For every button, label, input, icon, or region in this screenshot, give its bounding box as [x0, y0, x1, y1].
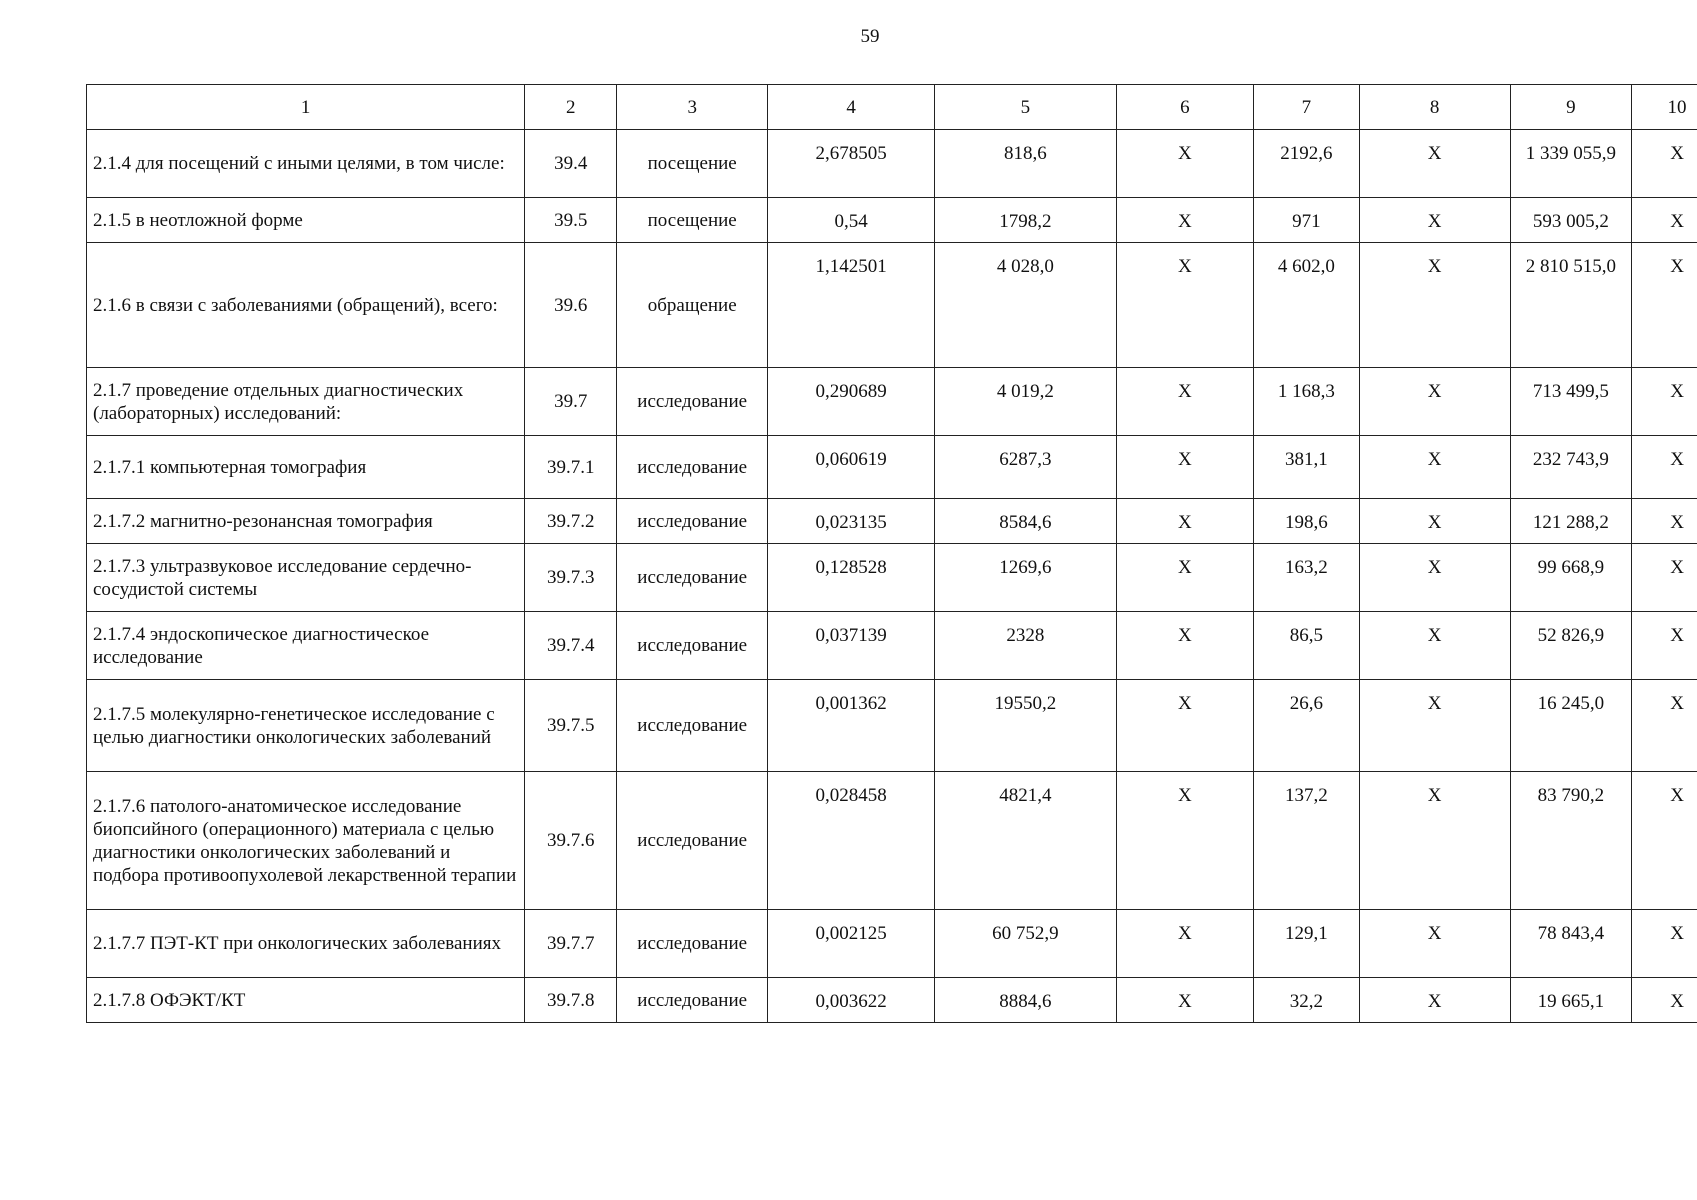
- row-code-cell: 39.7: [525, 368, 617, 436]
- header-cell: 3: [617, 85, 768, 130]
- row-col10-cell: Х: [1632, 978, 1697, 1023]
- row-unit-cell: посещение: [617, 130, 768, 198]
- row-col7-cell: 129,1: [1254, 910, 1360, 978]
- row-col4-cell: 0,128528: [768, 544, 935, 612]
- row-col5-cell: 4821,4: [935, 772, 1117, 910]
- table-row: [87, 680, 1697, 772]
- row-col9-cell: 1 339 055,9: [1510, 130, 1631, 198]
- row-col4-cell: 0,54: [768, 198, 935, 243]
- row-col9-cell: 52 826,9: [1510, 612, 1631, 680]
- row-col7-cell: 86,5: [1254, 612, 1360, 680]
- row-name-cell: 2.1.7.7 ПЭТ-КТ при онкологических заболеваниях: [87, 910, 525, 978]
- row-col8-cell: Х: [1359, 499, 1510, 544]
- row-col9-cell: 78 843,4: [1510, 910, 1631, 978]
- row-col4-cell: 2,678505: [768, 130, 935, 198]
- row-col9-cell: 2 810 515,0: [1510, 243, 1631, 368]
- row-col9-cell: 593 005,2: [1510, 198, 1631, 243]
- row-col7-cell: 2192,6: [1254, 130, 1360, 198]
- row-name-cell: 2.1.6 в связи с заболеваниями (обращений), всего:: [87, 243, 525, 368]
- table-row: [87, 243, 1697, 368]
- header-cell: 7: [1254, 85, 1360, 130]
- table-row: [87, 368, 1697, 436]
- row-col6-cell: Х: [1116, 680, 1253, 772]
- page-number: 59: [860, 26, 880, 47]
- row-col7-cell: 381,1: [1254, 436, 1360, 499]
- row-col10-cell: Х: [1632, 612, 1697, 680]
- row-code-cell: 39.7.6: [525, 772, 617, 910]
- row-unit-cell: исследование: [617, 499, 768, 544]
- header-cell: 6: [1116, 85, 1253, 130]
- row-col8-cell: Х: [1359, 130, 1510, 198]
- row-col6-cell: Х: [1116, 978, 1253, 1023]
- row-col9-cell: 232 743,9: [1510, 436, 1631, 499]
- row-name-cell: 2.1.7.8 ОФЭКТ/КТ: [87, 978, 525, 1023]
- row-name-cell: 2.1.5 в неотложной форме: [87, 198, 525, 243]
- row-col5-cell: 4 028,0: [935, 243, 1117, 368]
- row-col4-cell: 0,037139: [768, 612, 935, 680]
- row-col7-cell: 971: [1254, 198, 1360, 243]
- row-code-cell: 39.4: [525, 130, 617, 198]
- row-col10-cell: Х: [1632, 130, 1697, 198]
- header-cell: 2: [525, 85, 617, 130]
- row-code-cell: 39.7.5: [525, 680, 617, 772]
- row-col7-cell: 198,6: [1254, 499, 1360, 544]
- row-unit-cell: исследование: [617, 544, 768, 612]
- header-cell: 10: [1632, 85, 1697, 130]
- row-col4-cell: 0,023135: [768, 499, 935, 544]
- row-unit-cell: исследование: [617, 436, 768, 499]
- table-row: [87, 544, 1697, 612]
- row-col6-cell: Х: [1116, 910, 1253, 978]
- row-col4-cell: 0,003622: [768, 978, 935, 1023]
- row-col6-cell: Х: [1116, 499, 1253, 544]
- row-col10-cell: Х: [1632, 680, 1697, 772]
- row-name-cell: 2.1.7.1 компьютерная томография: [87, 436, 525, 499]
- table-row: [87, 772, 1697, 910]
- row-col5-cell: 2328: [935, 612, 1117, 680]
- row-col9-cell: 713 499,5: [1510, 368, 1631, 436]
- row-unit-cell: исследование: [617, 910, 768, 978]
- row-col6-cell: Х: [1116, 368, 1253, 436]
- row-name-cell: 2.1.4 для посещений с иными целями, в том числе:: [87, 130, 525, 198]
- row-col7-cell: 32,2: [1254, 978, 1360, 1023]
- row-code-cell: 39.7.3: [525, 544, 617, 612]
- data-table: [86, 84, 1697, 1023]
- row-col4-cell: 0,290689: [768, 368, 935, 436]
- table-row: [87, 436, 1697, 499]
- row-col10-cell: Х: [1632, 544, 1697, 612]
- row-col5-cell: 6287,3: [935, 436, 1117, 499]
- row-col8-cell: Х: [1359, 368, 1510, 436]
- row-col8-cell: Х: [1359, 436, 1510, 499]
- row-col5-cell: 4 019,2: [935, 368, 1117, 436]
- table-row: [87, 612, 1697, 680]
- row-col8-cell: Х: [1359, 612, 1510, 680]
- row-col7-cell: 137,2: [1254, 772, 1360, 910]
- header-cell: 9: [1510, 85, 1631, 130]
- row-col10-cell: Х: [1632, 910, 1697, 978]
- row-col10-cell: Х: [1632, 198, 1697, 243]
- row-name-cell: 2.1.7.3 ультразвуковое исследование сердечно-сосудистой системы: [87, 544, 525, 612]
- row-col8-cell: Х: [1359, 680, 1510, 772]
- row-col9-cell: 99 668,9: [1510, 544, 1631, 612]
- row-col4-cell: 0,060619: [768, 436, 935, 499]
- row-col6-cell: Х: [1116, 243, 1253, 368]
- table-row: [87, 978, 1697, 1023]
- row-col5-cell: 60 752,9: [935, 910, 1117, 978]
- row-code-cell: 39.7.8: [525, 978, 617, 1023]
- table-header-row: [87, 85, 1697, 130]
- table-row: [87, 198, 1697, 243]
- row-unit-cell: исследование: [617, 772, 768, 910]
- row-col10-cell: Х: [1632, 243, 1697, 368]
- header-cell: 1: [87, 85, 525, 130]
- row-col9-cell: 121 288,2: [1510, 499, 1631, 544]
- row-col6-cell: Х: [1116, 772, 1253, 910]
- row-col6-cell: Х: [1116, 612, 1253, 680]
- row-col8-cell: Х: [1359, 544, 1510, 612]
- row-col5-cell: 1269,6: [935, 544, 1117, 612]
- header-cell: 5: [935, 85, 1117, 130]
- row-col9-cell: 16 245,0: [1510, 680, 1631, 772]
- row-unit-cell: обращение: [617, 243, 768, 368]
- row-unit-cell: посещение: [617, 198, 768, 243]
- row-col7-cell: 26,6: [1254, 680, 1360, 772]
- row-col5-cell: 818,6: [935, 130, 1117, 198]
- row-col9-cell: 83 790,2: [1510, 772, 1631, 910]
- header-cell: 4: [768, 85, 935, 130]
- table-row: [87, 499, 1697, 544]
- row-col7-cell: 4 602,0: [1254, 243, 1360, 368]
- row-col8-cell: Х: [1359, 910, 1510, 978]
- row-name-cell: 2.1.7.2 магнитно-резонансная томография: [87, 499, 525, 544]
- row-col4-cell: 0,001362: [768, 680, 935, 772]
- row-col5-cell: 19550,2: [935, 680, 1117, 772]
- row-name-cell: 2.1.7.6 патолого-анатомическое исследование биопсийного (операционного) материала с целью диагностики онкологических заболеваний и подбора противоопухолевой лекарственной терапии: [87, 772, 525, 910]
- row-col4-cell: 1,142501: [768, 243, 935, 368]
- row-col10-cell: Х: [1632, 436, 1697, 499]
- row-unit-cell: исследование: [617, 978, 768, 1023]
- row-code-cell: 39.7.1: [525, 436, 617, 499]
- row-code-cell: 39.7.2: [525, 499, 617, 544]
- row-col4-cell: 0,002125: [768, 910, 935, 978]
- row-unit-cell: исследование: [617, 612, 768, 680]
- row-col6-cell: Х: [1116, 130, 1253, 198]
- row-name-cell: 2.1.7.4 эндоскопическое диагностическое исследование: [87, 612, 525, 680]
- row-col10-cell: Х: [1632, 499, 1697, 544]
- table-row: [87, 910, 1697, 978]
- row-col8-cell: Х: [1359, 243, 1510, 368]
- row-code-cell: 39.6: [525, 243, 617, 368]
- row-col7-cell: 163,2: [1254, 544, 1360, 612]
- header-cell: 8: [1359, 85, 1510, 130]
- row-col5-cell: 1798,2: [935, 198, 1117, 243]
- row-col8-cell: Х: [1359, 978, 1510, 1023]
- row-col5-cell: 8584,6: [935, 499, 1117, 544]
- row-col4-cell: 0,028458: [768, 772, 935, 910]
- row-name-cell: 2.1.7.5 молекулярно-генетическое исследование с целью диагностики онкологических заболеваний: [87, 680, 525, 772]
- row-col6-cell: Х: [1116, 436, 1253, 499]
- row-code-cell: 39.5: [525, 198, 617, 243]
- row-col6-cell: Х: [1116, 198, 1253, 243]
- row-name-cell: 2.1.7 проведение отдельных диагностических (лабораторных) исследований:: [87, 368, 525, 436]
- row-col6-cell: Х: [1116, 544, 1253, 612]
- row-col5-cell: 8884,6: [935, 978, 1117, 1023]
- row-code-cell: 39.7.7: [525, 910, 617, 978]
- row-unit-cell: исследование: [617, 368, 768, 436]
- table-row: [87, 130, 1697, 198]
- row-col7-cell: 1 168,3: [1254, 368, 1360, 436]
- row-code-cell: 39.7.4: [525, 612, 617, 680]
- row-col10-cell: Х: [1632, 368, 1697, 436]
- row-col8-cell: Х: [1359, 772, 1510, 910]
- row-col10-cell: Х: [1632, 772, 1697, 910]
- row-col9-cell: 19 665,1: [1510, 978, 1631, 1023]
- row-col8-cell: Х: [1359, 198, 1510, 243]
- row-unit-cell: исследование: [617, 680, 768, 772]
